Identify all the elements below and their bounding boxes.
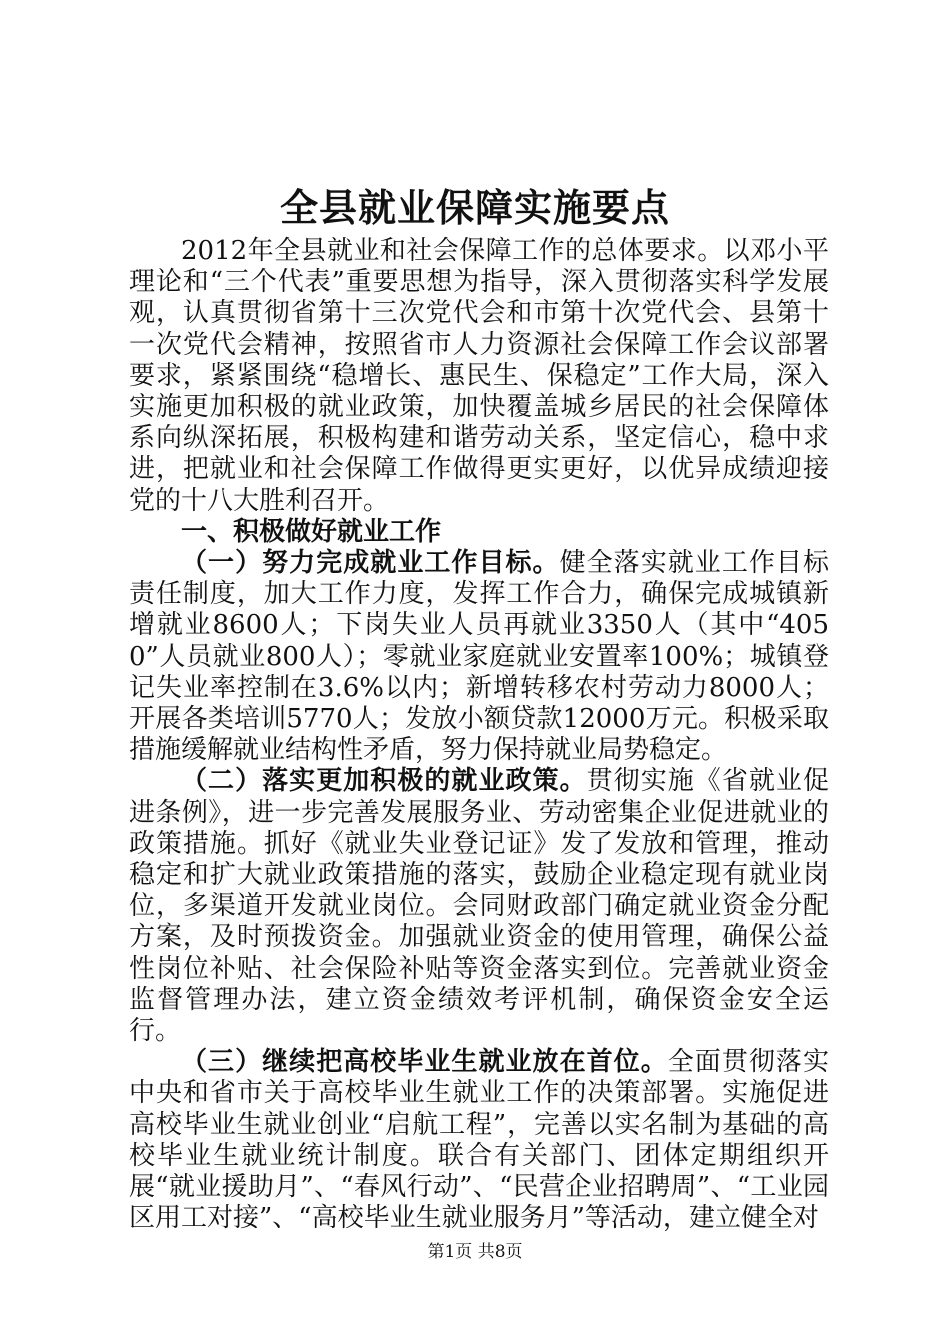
document-title: 全县就业保障实施要点	[279, 185, 670, 230]
paragraph-lead: （一）努力完成就业工作目标。	[181, 548, 560, 579]
paragraph-lead: （二）落实更加积极的就业政策。	[181, 766, 587, 797]
paragraph-item-1	[129, 548, 829, 766]
paragraph-intro	[129, 236, 829, 517]
section-heading: 一、积极做好就业工作	[181, 516, 442, 547]
paragraph-lead: （三）继续把高校毕业生就业放在首位。	[181, 1047, 668, 1078]
paragraph-text: 贯彻实施《省就业促进条例》，进一步完善发展服务业、劳动密集企业促进就业的政策措施。抓好《就业失业登记证》发了发放和管理，推动稳定和扩大就业政策措施的落实，鼓励企业稳定现有就业岗位，多渠道开发就业岗位。会同财政部门确定就业资金分配方案，及时预拨资金。加强就业资金的使用管理，确保公益性岗位补贴、社会保险补贴等资金落实到位。完善就业资金监督管理办法，建立资金绩效考评机制，确保资金安全运行。	[129, 766, 829, 1047]
paragraph-text: 健全落实就业工作目标责任制度，加大工作力度，发挥工作合力，确保完成城镇新增就业8600人；下岗失业人员再就业3350人（其中“4050”人员就业800人）；零就业家庭就业安置率100%；城镇登记失业率控制在3.6%以内；新增转移农村劳动力8000人；开展各类培训5770人；发放小额贷款12000万元。积极采取措施缓解就业结构性矛盾，努力保持就业局势稳定。	[129, 548, 829, 766]
paragraph-text: 2012年全县就业和社会保障工作的总体要求。以邓小平理论和“三个代表”重要思想为指导，深入贯彻落实科学发展观，认真贯彻省第十三次党代会和市第十次党代会、县第十一次党代会精神，按照省市人力资源社会保障工作会议部署要求，紧紧围绕“稳增长、惠民生、保稳定”工作大局，深入实施更加积极的就业政策，加快覆盖城乡居民的社会保障体系向纵深拓展，积极构建和谐劳动关系，坚定信心，稳中求进，把就业和社会保障工作做得更实更好，以优异成绩迎接党的十八大胜利召开。	[129, 236, 829, 516]
paragraph-item-2	[129, 766, 829, 1047]
page-footer: 第1页 共8页	[427, 1242, 523, 1262]
paragraph-text: 全面贯彻落实中央和省市关于高校毕业生就业工作的决策部署。实施促进高校毕业生就业创业“启航工程”，完善以实名制为基础的高校毕业生就业统计制度。联合有关部门、团体定期组织开展“就业援助月”、“春风行动”、“民营企业招聘周”、“工业园区用工对接”、“高校毕业生就业服务月”等活动，建立健全对	[129, 1047, 829, 1234]
paragraph-item-3	[129, 1047, 829, 1234]
document-body	[129, 236, 829, 1235]
